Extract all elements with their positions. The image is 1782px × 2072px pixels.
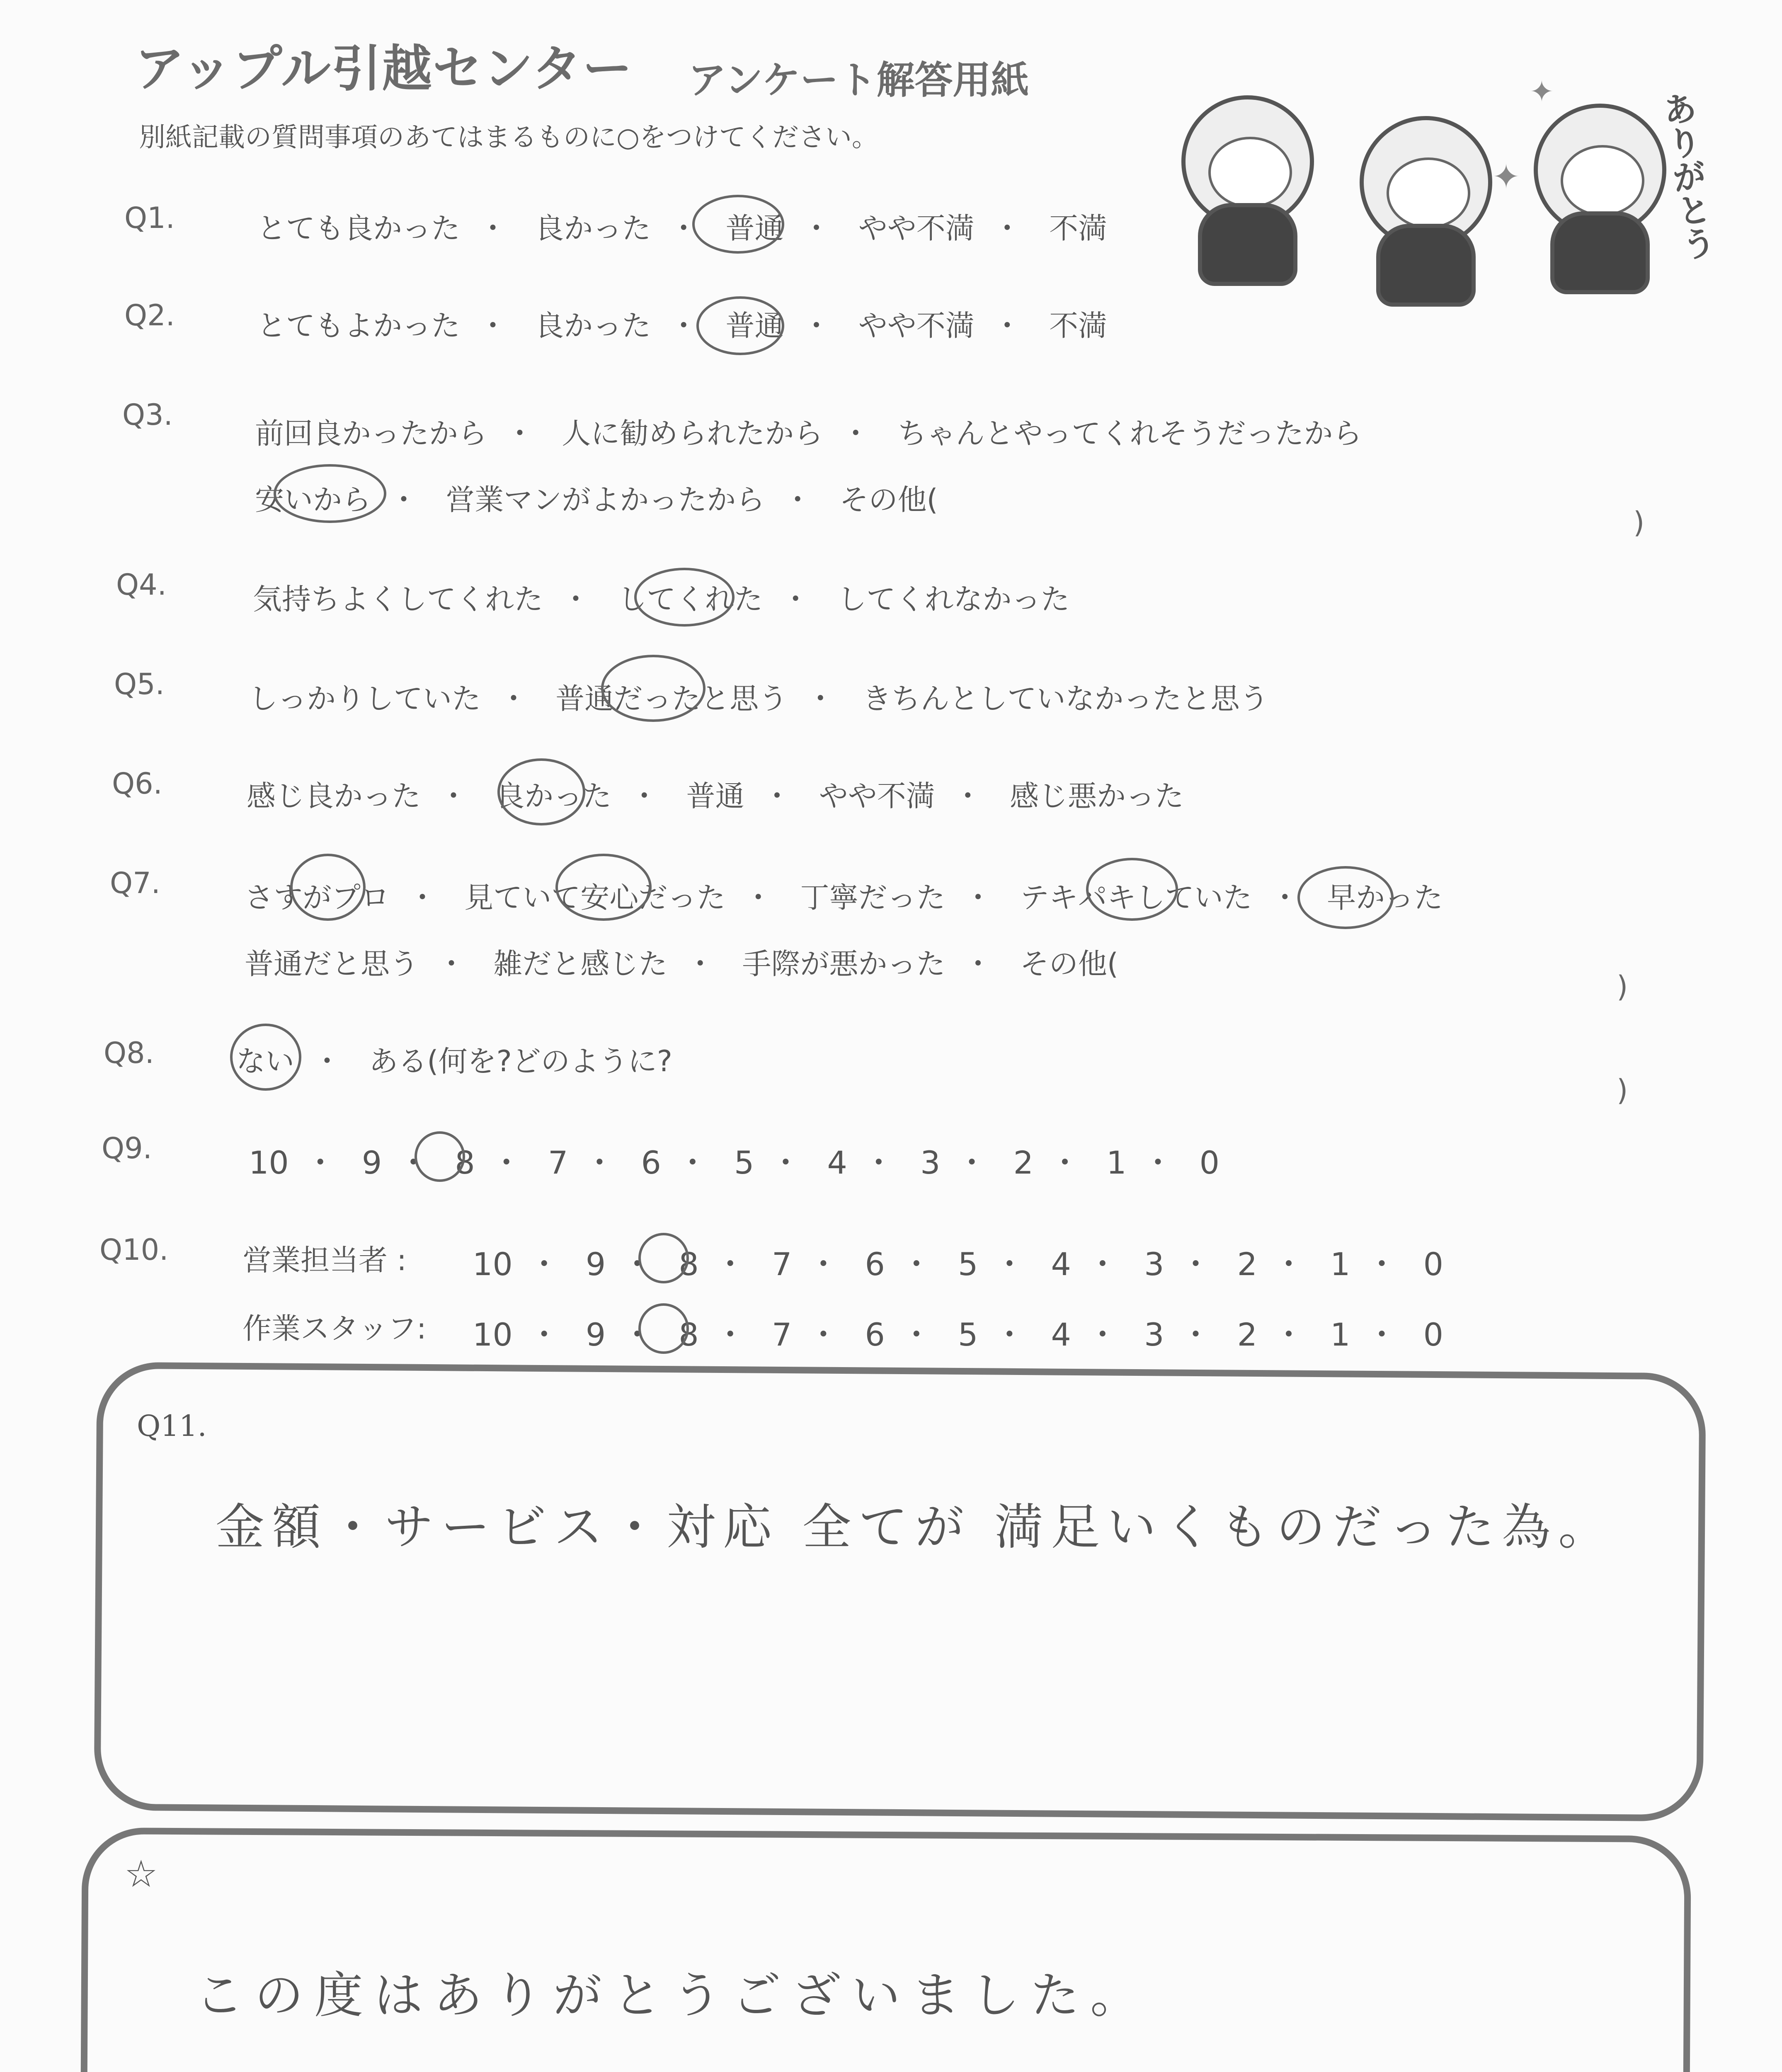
sparkle-icon: ✦ — [1530, 75, 1554, 109]
q1-option[interactable]: やや不満 — [858, 211, 975, 245]
q5-option[interactable]: 普通だったと思う — [555, 682, 788, 716]
q1-option[interactable]: 良かった — [535, 211, 651, 245]
q3-options-line1: 前回良かったから ・ 人に勧められたから ・ ちゃんとやってくれそうだったから — [255, 410, 1362, 452]
q4-options: 気持ちよくしてくれた ・ してくれた ・ してくれなかった — [253, 576, 1070, 618]
page-subtitle: アンケート解答用紙 — [688, 58, 1029, 102]
q2-option[interactable]: やや不満 — [858, 309, 975, 343]
q10-staff-score[interactable]: 3 — [1144, 1316, 1164, 1353]
q7-option[interactable]: 見ていて安心だった — [464, 881, 726, 915]
q7-option[interactable]: 早かった — [1327, 881, 1443, 915]
q10-sales-score[interactable]: 1 — [1330, 1246, 1350, 1283]
q2-option[interactable]: 普通 — [725, 309, 784, 343]
q4-option[interactable]: 気持ちよくしてくれた — [253, 582, 543, 616]
q10-staff-scale: 10 ・ 9 ・ 8 ・ 7 ・ 6 ・ 5 ・ 4 ・ 3 ・ 2 ・ 1 ・ 0 — [473, 1316, 1444, 1353]
q7-option[interactable]: テキパキしていた — [1020, 881, 1252, 915]
q7-option[interactable]: 丁寧だった — [800, 881, 946, 915]
q6-option[interactable]: 感じ悪かった — [1010, 779, 1184, 813]
q1-options: とても良かった ・ 良かった ・ 普通 ・ やや不満 ・ 不満 — [257, 205, 1107, 247]
q3-options-line2: 安いから ・ 営業マンがよかったから ・ その他( — [255, 477, 938, 518]
q1-option[interactable]: 普通 — [725, 211, 784, 245]
q3-label: Q3. — [122, 398, 173, 432]
q7-selection-circle — [1086, 858, 1178, 921]
q1-option[interactable]: とても良かった — [257, 211, 460, 245]
q9-score[interactable]: 3 — [920, 1144, 941, 1181]
sparkle-icon: ✦ — [1492, 157, 1520, 196]
page-title: アップル引越センター — [135, 40, 633, 98]
q10-sales-score[interactable]: 6 — [865, 1246, 885, 1283]
q6-option[interactable]: 感じ良かった — [247, 779, 421, 813]
q10-staff-score[interactable]: 9 — [585, 1316, 606, 1353]
q8-close-paren: ) — [1617, 1073, 1628, 1107]
q7-selection-circle — [555, 854, 652, 921]
q7-option-other[interactable]: その他( — [1020, 947, 1119, 981]
q1-option[interactable]: 不満 — [1049, 211, 1108, 245]
q1-label: Q1. — [124, 201, 175, 235]
q10-sales-scale: 10 ・ 9 ・ 8 ・ 7 ・ 6 ・ 5 ・ 4 ・ 3 ・ 2 ・ 1 ・ 0 — [473, 1246, 1444, 1283]
q11-answer-box[interactable] — [94, 1362, 1706, 1821]
q10-staff-score[interactable]: 2 — [1237, 1316, 1257, 1353]
q3-option[interactable]: 前回良かったから — [255, 416, 487, 450]
comment-box[interactable] — [80, 1828, 1691, 2072]
q11-answer-text: 金額・サービス・対応 全てが 満足いくものだった為。 — [216, 1498, 1615, 1556]
q10-staff-selection-circle — [638, 1303, 689, 1354]
q9-score[interactable]: 0 — [1199, 1144, 1220, 1181]
q10-staff-score[interactable]: 4 — [1051, 1316, 1071, 1353]
q2-options: とてもよかった ・ 良かった ・ 普通 ・ やや不満 ・ 不満 — [257, 303, 1107, 344]
q7-option[interactable]: 手際が悪かった — [742, 947, 946, 981]
q7-options-line2: 普通だと思う ・ 雑だと感じた ・ 手際が悪かった ・ その他( — [245, 941, 1118, 983]
q2-option[interactable]: 良かった — [535, 309, 651, 343]
q10-staff-score[interactable]: 8 — [679, 1316, 699, 1353]
q4-label: Q4. — [116, 568, 167, 602]
q11-label: Q11. — [137, 1409, 207, 1443]
q9-score[interactable]: 8 — [455, 1144, 475, 1181]
q10-label: Q10. — [99, 1233, 169, 1267]
q9-score[interactable]: 4 — [827, 1144, 847, 1181]
comment-line2 — [195, 2064, 988, 2072]
q2-label: Q2. — [124, 298, 175, 332]
q10-sales-score[interactable]: 10 — [473, 1246, 513, 1283]
q6-option[interactable]: 普通 — [686, 779, 744, 813]
q8-label: Q8. — [104, 1036, 154, 1070]
q2-option[interactable]: とてもよかった — [257, 309, 460, 343]
q5-selection-circle — [601, 655, 706, 722]
q7-close-paren: ) — [1617, 970, 1628, 1004]
q9-label: Q9. — [102, 1131, 152, 1165]
q10-staff-label: 作業スタッフ: — [242, 1312, 427, 1346]
thanks-text: ありがとう — [1655, 89, 1718, 263]
q3-option[interactable]: 営業マンがよかったから — [446, 483, 765, 517]
q9-score[interactable]: 2 — [1013, 1144, 1033, 1181]
q5-option[interactable]: きちんとしていなかったと思う — [862, 682, 1269, 716]
q10-staff-score[interactable]: 0 — [1423, 1316, 1444, 1353]
q3-option[interactable]: 安いから — [255, 483, 371, 517]
q7-option[interactable]: さすがプロ — [245, 881, 390, 915]
q10-sales-selection-circle — [638, 1233, 689, 1283]
q5-options: しっかりしていた ・ 普通だったと思う ・ きちんとしていなかったと思う — [249, 675, 1269, 717]
q3-close-paren: ) — [1633, 506, 1645, 540]
q7-selection-circle — [1297, 866, 1394, 929]
q10-sales-score[interactable]: 9 — [585, 1246, 606, 1283]
q7-selection-circle — [290, 854, 366, 921]
q7-options-line1: さすがプロ ・ 見ていて安心だった ・ 丁寧だった ・ テキパキしていた ・ 早かった — [245, 874, 1443, 916]
q10-sales-label: 営業担当者 : — [242, 1243, 407, 1277]
q8-option[interactable]: ある(何を?どのように? — [369, 1044, 672, 1078]
q5-label: Q5. — [114, 667, 165, 701]
q9-score[interactable]: 9 — [361, 1144, 382, 1181]
q3-option[interactable]: 人に勧められたから — [562, 416, 823, 450]
q9-score[interactable]: 6 — [641, 1144, 661, 1181]
q10-staff-score[interactable]: 7 — [771, 1316, 792, 1353]
q6-option[interactable]: やや不満 — [819, 779, 935, 813]
q1-selection-circle — [692, 195, 784, 254]
q9-scale: 10 ・ 9 ・ 8 ・ 7 ・ 6 ・ 5 ・ 4 ・ 3 ・ 2 ・ 1 ・ 0 — [249, 1144, 1220, 1181]
q10-sales-score[interactable]: 4 — [1051, 1246, 1071, 1283]
q4-option[interactable]: してくれた — [618, 582, 763, 616]
q10-sales-score[interactable]: 7 — [771, 1246, 792, 1283]
q10-sales-score[interactable]: 2 — [1237, 1246, 1257, 1283]
q7-label: Q7. — [110, 866, 160, 900]
q6-options: 感じ良かった ・ 良かった ・ 普通 ・ やや不満 ・ 感じ悪かった — [247, 773, 1184, 815]
q9-score[interactable]: 7 — [548, 1144, 568, 1181]
q10-staff-score[interactable]: 5 — [958, 1316, 978, 1353]
q5-option[interactable]: しっかりしていた — [249, 682, 481, 716]
q9-selection-circle — [415, 1131, 465, 1182]
q6-label: Q6. — [112, 767, 162, 801]
q8-selection-circle — [230, 1024, 301, 1091]
q2-selection-circle — [696, 296, 784, 355]
q10-staff-score[interactable]: 10 — [473, 1316, 513, 1353]
q10-sales-score[interactable]: 8 — [679, 1246, 699, 1283]
q4-option[interactable]: してくれなかった — [837, 582, 1070, 616]
q3-option[interactable]: ちゃんとやってくれそうだったから — [897, 416, 1362, 450]
q6-selection-circle — [497, 758, 585, 825]
q7-option[interactable]: 雑だと感じた — [493, 947, 668, 981]
q10-sales-score[interactable]: 0 — [1423, 1246, 1444, 1283]
instruction-text: 別紙記載の質問事項のあてはまるものに○をつけてください。 — [139, 122, 878, 153]
q8-option[interactable]: ない — [236, 1044, 294, 1078]
q9-score[interactable]: 1 — [1106, 1144, 1127, 1181]
q9-score[interactable]: 5 — [734, 1144, 754, 1181]
q8-options: ない ・ ある(何を?どのように? — [236, 1038, 672, 1080]
q10-sales-score[interactable]: 3 — [1144, 1246, 1164, 1283]
q4-selection-circle — [634, 568, 735, 627]
q10-staff-score[interactable]: 6 — [865, 1316, 885, 1353]
q10-staff-score[interactable]: 1 — [1330, 1316, 1350, 1353]
q10-sales-score[interactable]: 5 — [958, 1246, 978, 1283]
star-icon: ☆ — [124, 1852, 158, 1896]
q6-option[interactable]: 良かった — [495, 779, 612, 813]
q9-score[interactable]: 10 — [249, 1144, 289, 1181]
q3-selection-circle — [274, 464, 386, 523]
q2-option[interactable]: 不満 — [1049, 309, 1108, 343]
q3-option-other[interactable]: その他( — [839, 483, 938, 517]
comment-line1: この度はありがとうございました。 — [195, 1967, 1150, 2024]
q7-option[interactable]: 普通だと思う — [245, 947, 419, 981]
